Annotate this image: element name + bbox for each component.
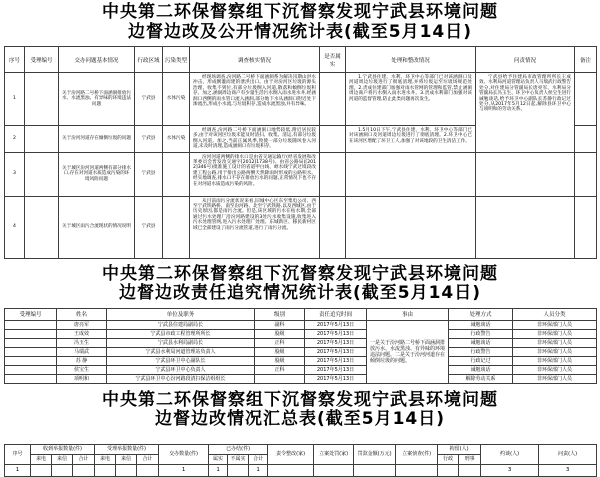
- table-cell: [5, 347, 57, 356]
- column-header-cell: 来信: [116, 454, 137, 464]
- column-header-cell: 序号: [5, 444, 31, 464]
- table-row: [5, 329, 597, 338]
- table-cell: [255, 374, 305, 383]
- table-cell: [137, 464, 159, 476]
- table-row: [5, 374, 597, 383]
- table-cell: 苏 静: [57, 356, 107, 365]
- table-cell: 宁武县给予住建局市政管理所所长王成效、水利局河道管理站负责人马瑞武行政警告处分,对住建局分管副局长唐亮军、水利局分管副局长冯玉生、环卫中心负责人侯宝生进行诫勉谈话,给予环卫中心副队长苏静行政记过处分,从2017年5月12日起,解除县环卫中心与项明和的劳动关系。: [476, 73, 575, 153]
- table-cell: 宁武县水利局河道管理站负责人: [107, 347, 255, 356]
- table-cell: [320, 126, 346, 153]
- table-cell: 水体污染: [163, 126, 190, 153]
- table-cell: [575, 152, 597, 196]
- table-cell: [476, 196, 575, 258]
- column-header-cell: 受理编号: [25, 47, 59, 73]
- accountability-title-line2: 边督边改责任追究情况统计表(截至5月14日): [118, 283, 482, 304]
- table-cell: [116, 464, 137, 476]
- table-cell: [396, 464, 438, 476]
- table-cell: 宁武县水利局副局长: [107, 338, 255, 347]
- table-cell: [228, 464, 249, 476]
- table-row: [5, 196, 597, 258]
- table-cell: 非环保部门人员: [513, 374, 597, 383]
- column-header-cell: 处理和整改情况: [346, 47, 476, 73]
- table-cell: 宁武县: [135, 196, 163, 258]
- column-header-cell: 罚款金额(万元): [354, 444, 396, 464]
- table-cell: 行政警告: [449, 347, 513, 356]
- table-cell: 股级: [255, 329, 305, 338]
- table-cell: 非环保部门人员: [513, 338, 597, 347]
- table-cell: [5, 338, 57, 347]
- table-cell: 2017年5月13日: [305, 338, 367, 347]
- accountability-table-title: [4, 265, 596, 304]
- section-publicity: [4, 3, 596, 259]
- header-row: [5, 47, 597, 73]
- table-row: [5, 365, 597, 374]
- column-header-cell: 约谈(人): [481, 444, 539, 464]
- table-cell: [438, 464, 459, 476]
- table-cell: 宁武县市政工程管理所所长: [107, 329, 255, 338]
- summary-table: [4, 444, 597, 477]
- table-cell: [163, 152, 190, 196]
- column-header-cell: 序号: [5, 47, 25, 73]
- table-cell: [73, 464, 95, 476]
- table-cell: 一是关于汾河路二号桥下面涵洞排放污水、水流黑浊、有异味的环境违法问题。二是关于汾河河道存在倾倒垃圾的问题。: [367, 320, 449, 383]
- table-cell: 2017年5月13日: [305, 356, 367, 365]
- table-cell: 宁武县环卫中心汾河路段清扫保洁组组长: [107, 374, 255, 383]
- table-cell: [320, 73, 346, 126]
- column-header-cell: 备注: [575, 47, 597, 73]
- column-header-cell: 单位及职务: [107, 308, 255, 320]
- table-cell: 股级: [255, 356, 305, 365]
- table-cell: 关于汾河路二号桥下面涵洞排放污水、水流黑浊、有异味的环境违法问题: [59, 73, 135, 126]
- table-cell: [52, 464, 73, 476]
- table-cell: [575, 73, 597, 126]
- publicity-table-title: [4, 3, 596, 42]
- table-cell: [5, 320, 57, 329]
- table-cell: [163, 196, 190, 258]
- column-header-cell: 刑事: [459, 454, 481, 464]
- table-cell: 关于城区汾河河道两侧有部分排水口,存在对河道水质造成污染的环境风险问题: [59, 152, 135, 196]
- column-header-cell: 立案处罚(家): [314, 444, 354, 464]
- summary-title-line2: 边督边改情况汇总表(截至5月14日): [154, 409, 446, 430]
- table-cell: 2017年5月13日: [305, 329, 367, 338]
- table-cell: [31, 464, 52, 476]
- column-header-cell: 责任追究时间: [305, 308, 367, 320]
- table-cell: [314, 464, 354, 476]
- column-header-cell: 合计: [73, 454, 95, 464]
- column-header-cell: 问责(人): [539, 444, 597, 464]
- table-cell: 冯玉生: [57, 338, 107, 347]
- rectification-publicity-table: [4, 46, 597, 259]
- table-cell: [476, 152, 575, 196]
- table-cell: 副科: [255, 320, 305, 329]
- table-cell: 诫勉谈话: [449, 365, 513, 374]
- column-header-cell: 行政区域: [135, 47, 163, 73]
- table-cell: [25, 196, 59, 258]
- table-cell: 股级: [255, 347, 305, 356]
- table-cell: 关于汾河河道存在倾倒垃圾的问题: [59, 126, 135, 153]
- table-cell: 王成效: [57, 329, 107, 338]
- table-cell: 3: [539, 464, 597, 476]
- table-cell: 从目前雨污分流状况来看,旧城中心区东至集电公司、西至宁武铁路桥、南至汾河路、北至宁武铁路,以及西城区,由于历史原因,都是雨污合流。但是,该区域的污水在枯水期,全部通过污水处理厂沿汾河路建设的3处污水收集设施,收集进入污水处理管网,进入污水处理厂处理。东城新区、移民新村区域已全部建设了雨污分流管道,进行了雨污分流。: [190, 196, 320, 258]
- table-cell: 关于城区雨污合流现状的情况说明: [59, 196, 135, 258]
- publicity-title-line1: 中央第二环保督察组下沉督察发现宁武县环境问题: [102, 2, 498, 22]
- table-cell: [268, 464, 314, 476]
- column-header-cell: 事由: [367, 308, 449, 320]
- column-header-cell: 合计: [249, 454, 268, 464]
- table-cell: 1.宁武县住建、水利、环卫中心等部门已对该涵洞口及河道周边垃圾进行了彻底清理,并将垃圾运至垃圾场规范处理。2.责成住建部门加强对雨水管网的管理和监管,禁止涵洞周边商户将污水倒入雨水进水井。3.责成水利部门加强对该河道的监督管理,防止此类问题再次发生。: [346, 73, 476, 126]
- column-header-cell: 受理编号: [5, 308, 57, 320]
- column-header-cell: 污染类型: [163, 47, 190, 73]
- table-cell: [320, 196, 346, 258]
- column-header-cell: 收到举报数量(件): [31, 444, 95, 454]
- table-cell: [5, 374, 57, 383]
- column-header-cell: 级别: [255, 308, 305, 320]
- table-row: [5, 347, 597, 356]
- table-cell: 诫勉谈话: [449, 338, 513, 347]
- table-cell: 宁武县住建局副局长: [107, 320, 255, 329]
- summary-title-line1: 中央第二环保督察组下沉督察发现宁武县环境问题: [102, 389, 498, 410]
- table-cell: 非环保部门人员: [513, 320, 597, 329]
- table-cell: 侯宝生: [57, 365, 107, 374]
- accountability-table-container: [4, 308, 596, 384]
- table-cell: 诫勉谈话: [449, 320, 513, 329]
- accountability-table: [4, 308, 597, 384]
- table-cell: 2017年5月13日: [305, 374, 367, 383]
- table-cell: 非环保部门人员: [513, 365, 597, 374]
- column-header-cell: 属实: [209, 454, 228, 464]
- table-cell: [25, 152, 59, 196]
- table-cell: 1: [159, 464, 209, 476]
- table-cell: [459, 464, 481, 476]
- table-cell: [575, 126, 597, 153]
- column-header-cell: 交办问题基本情况: [59, 47, 135, 73]
- table-cell: [5, 329, 57, 338]
- table-cell: 宁武县环卫中心负责人: [107, 365, 255, 374]
- table-cell: 2017年5月13日: [305, 320, 367, 329]
- column-header-cell: 不属实: [228, 454, 249, 464]
- table-cell: [25, 126, 59, 153]
- header-row: [5, 308, 597, 320]
- publicity-table-container: [4, 46, 596, 259]
- table-cell: 宁武县环卫中心副队长: [107, 356, 255, 365]
- column-header-cell: 来电: [95, 454, 116, 464]
- table-cell: 解除劳动关系: [449, 374, 513, 383]
- summary-table-container: [4, 444, 596, 477]
- table-row: [5, 152, 597, 196]
- column-header-cell: 责令整改(家): [268, 444, 314, 464]
- table-cell: 1: [249, 464, 268, 476]
- table-cell: 1: [5, 73, 25, 126]
- column-header-cell: 来电: [31, 454, 52, 464]
- table-cell: 3: [481, 464, 539, 476]
- column-header-cell: 问责情况: [476, 47, 575, 73]
- table-row: [5, 338, 597, 347]
- column-header-cell: 是否属实: [320, 47, 346, 73]
- table-cell: 宁武县: [135, 73, 163, 126]
- accountability-title-line1: 中央第二环保督察组下沉督察发现宁武县环境问题: [102, 263, 498, 284]
- table-row: [5, 356, 597, 365]
- column-header-cell: 处理方式: [449, 308, 513, 320]
- table-cell: 正科: [255, 338, 305, 347]
- table-cell: 2: [5, 126, 25, 153]
- column-header-cell: 调查核实情况: [190, 47, 320, 73]
- column-header-cell: 拘留(人): [438, 444, 481, 454]
- table-row: [5, 73, 597, 126]
- table-cell: 马瑞武: [57, 347, 107, 356]
- table-cell: [346, 196, 476, 258]
- column-header-cell: 已办结(件): [209, 444, 268, 454]
- column-header-cell: 立案侦查(件): [396, 444, 438, 464]
- table-cell: 2017年5月13日: [305, 365, 367, 374]
- column-header-cell: 合计: [137, 454, 159, 464]
- table-cell: [575, 196, 597, 258]
- table-cell: [346, 152, 476, 196]
- table-cell: 项明和: [57, 374, 107, 383]
- table-cell: 1: [5, 464, 31, 476]
- table-cell: [5, 356, 57, 365]
- table-cell: 经现场调查,汾河路二号桥下面涵洞系为解决汛期山洪水冲击、形成倒灌而建的泄洪出口。由于对汾河区垃圾的源头治理、收集不到位,有部分垃圾倒入河道,散落和倾倒垃圾积存。加之,涵洞周边商户有少量生活污水倒入雨水进水井,经涵洞口西侧的雨水管口流入涵洞,部分地下水从涵洞口附近处下渗流出,形成小水流,与垃圾积存,造成水流黑浊,并有异味。: [190, 73, 320, 126]
- header-row: [5, 444, 597, 454]
- table-cell: 水体污染: [163, 73, 190, 126]
- table-cell: 1.5月10日下午,宁武县住建、水利、环卫中心等部门已对该涵洞口及河道周边垃圾进行了彻底清理。2.环卫中心已在该河区增配了环卫工人,加强了对该地段的卫生清洁工作。: [346, 126, 476, 153]
- section-summary: [4, 391, 596, 477]
- table-cell: [95, 464, 116, 476]
- table-cell: 行政警告: [449, 329, 513, 338]
- table-cell: 汾河河道两侧的排水口是由省交通运输厅(经省发展和改革委员会晋发改交通字[2012]1738号)、由省公路局([2012]346号)批准施工设计的省道甲白线、崞水线宁武过境段改建工程公路,用于排出公路两侧天然降雨时形成的公路积水。经实地调查,排水口不存在排放污水的问题,正常情况下也不存在对河道水质造成污染的风险。: [190, 152, 320, 196]
- column-header-cell: 行政: [438, 454, 459, 464]
- table-cell: 宁武县: [135, 126, 163, 153]
- column-header-cell: 人员分类: [513, 308, 597, 320]
- table-cell: 宁武县: [135, 152, 163, 196]
- table-cell: 非环保部门人员: [513, 329, 597, 338]
- summary-table-title: [4, 391, 596, 430]
- column-header-cell: 姓名: [57, 308, 107, 320]
- table-cell: 3: [5, 152, 25, 196]
- table-cell: 正科: [255, 365, 305, 374]
- table-cell: 1: [209, 464, 228, 476]
- table-cell: 非环保部门人员: [513, 356, 597, 365]
- table-cell: 经调查,汾河路二号桥下面涵洞口地势较低,附近居民较多,由于对该河区垃圾未能及时清扫、收集、清运,有部分垃圾倒入河道。加之,当前正属风季,致使一部分垃圾随风卷入河道,未及时清理,造成涵洞口有垃圾积存。: [190, 126, 320, 153]
- table-row: [5, 464, 597, 476]
- table-cell: [25, 73, 59, 126]
- table-cell: [320, 152, 346, 196]
- table-cell: 2017年5月13日: [305, 347, 367, 356]
- table-row: [5, 320, 597, 329]
- table-cell: 唐亮军: [57, 320, 107, 329]
- table-cell: 4: [5, 196, 25, 258]
- table-cell: [354, 464, 396, 476]
- table-cell: 行政记过: [449, 356, 513, 365]
- column-header-cell: 受理举报数量(件): [95, 444, 159, 454]
- column-header-cell: 来信: [52, 454, 73, 464]
- table-cell: [5, 365, 57, 374]
- column-header-cell: 交办数量(件): [159, 444, 209, 464]
- publicity-title-line2: 边督边改及公开情况统计表(截至5月14日): [127, 21, 473, 42]
- table-cell: 非环保部门人员: [513, 347, 597, 356]
- section-accountability: [4, 265, 596, 384]
